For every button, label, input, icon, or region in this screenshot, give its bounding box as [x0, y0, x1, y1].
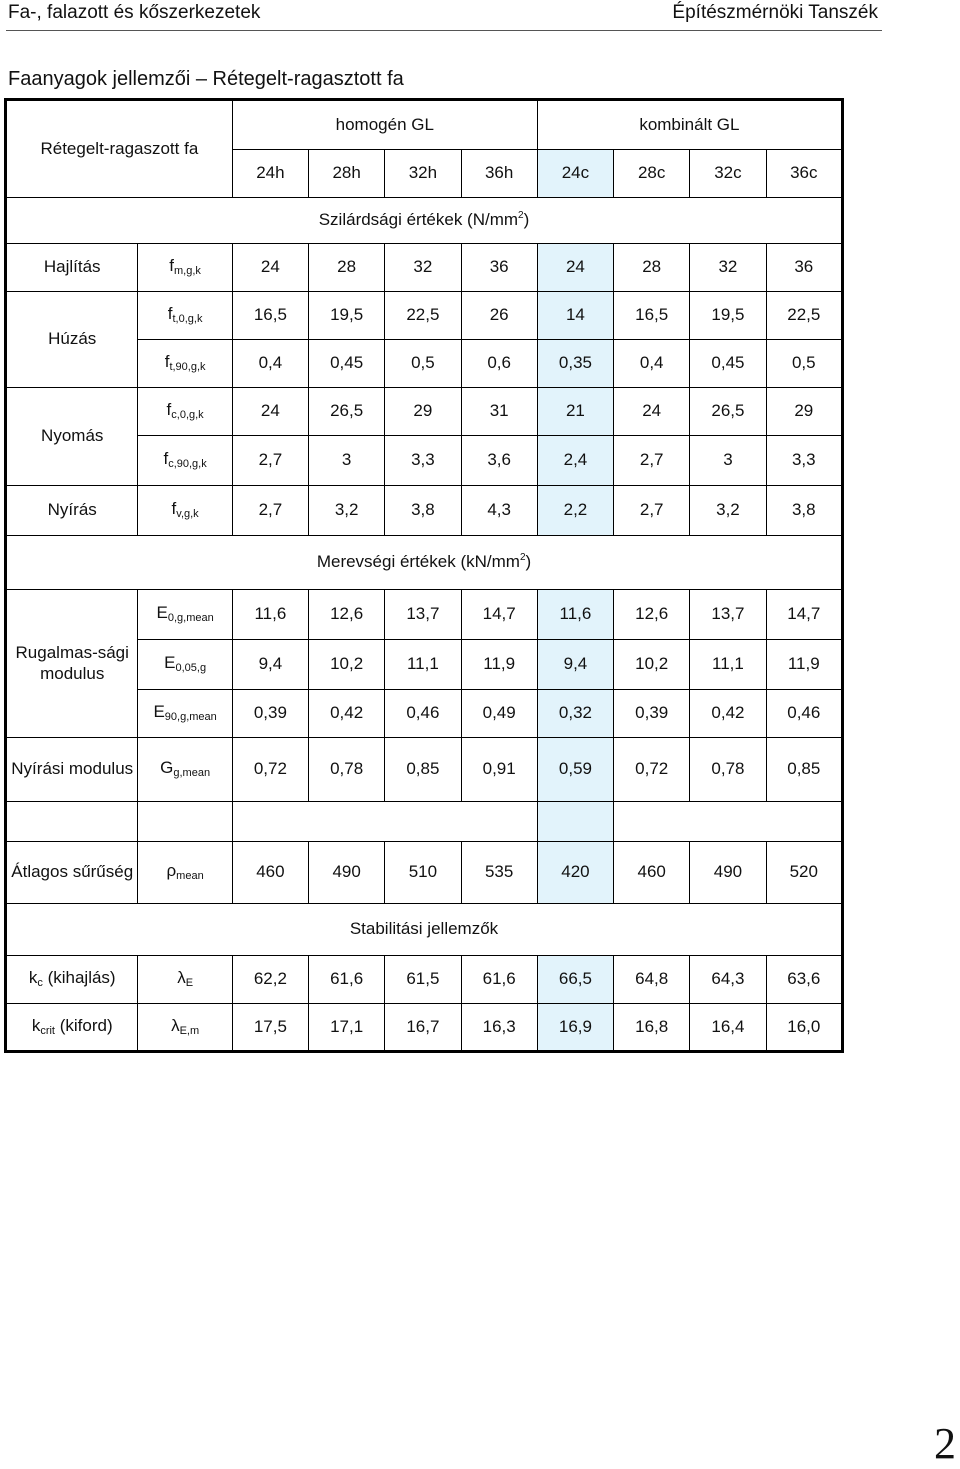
section-strength-heading: Szilárdsági értékek $(N/mm^2)$ — [6, 198, 843, 244]
value-cell: 4,3 — [461, 486, 537, 536]
value-cell: 36 — [461, 244, 537, 292]
value-cell: 12,6 — [614, 590, 690, 640]
value-cell: 3,8 — [385, 486, 461, 536]
row-label-nyomas: Nyomás — [6, 388, 138, 486]
value-cell: 9,4 — [537, 640, 613, 690]
value-cell: 2,7 — [614, 486, 690, 536]
value-cell: 2,2 — [537, 486, 613, 536]
value-cell: 0,91 — [461, 738, 537, 802]
section-stability-heading: Stabilitási jellemzők — [6, 904, 843, 956]
row-label-hajlitas: Hajlítás — [6, 244, 138, 292]
value-cell: 63,6 — [766, 956, 842, 1004]
value-cell: 13,7 — [690, 590, 766, 640]
value-cell: 32 — [690, 244, 766, 292]
class-header: 32c — [690, 150, 766, 198]
value-cell: 0,6 — [461, 340, 537, 388]
value-cell: 29 — [766, 388, 842, 436]
value-cell: 3 — [690, 436, 766, 486]
value-cell: 24 — [614, 388, 690, 436]
property-symbol: $f_{c,0,g,k}$ — [138, 388, 232, 436]
value-cell: 0,42 — [309, 690, 385, 738]
class-header: 36c — [766, 150, 842, 198]
value-cell: 26 — [461, 292, 537, 340]
value-cell: 520 — [766, 842, 842, 904]
value-cell: 3,6 — [461, 436, 537, 486]
value-cell: 0,72 — [232, 738, 308, 802]
value-cell: 26,5 — [690, 388, 766, 436]
row-label-huzas: Húzás — [6, 292, 138, 388]
value-cell: 21 — [537, 388, 613, 436]
property-symbol: $f_{t,90,g,k}$ — [138, 340, 232, 388]
value-cell: 535 — [461, 842, 537, 904]
properties-table — [4, 98, 844, 1053]
value-cell: 3,3 — [766, 436, 842, 486]
value-cell: 0,78 — [690, 738, 766, 802]
table-corner-label: Rétegelt-ragaszott fa — [6, 100, 233, 198]
value-cell: 0,49 — [461, 690, 537, 738]
value-cell: 16,9 — [537, 1004, 613, 1052]
class-header: 32h — [385, 150, 461, 198]
table-row — [6, 244, 843, 292]
class-header: 28h — [309, 150, 385, 198]
value-cell: 0,39 — [614, 690, 690, 738]
value-cell: 16,3 — [461, 1004, 537, 1052]
value-cell: 16,4 — [690, 1004, 766, 1052]
property-symbol: $E_{0,05,g}$ — [138, 640, 232, 690]
value-cell: 2,7 — [232, 436, 308, 486]
property-symbol: $f_{v,g,k}$ — [138, 486, 232, 536]
value-cell: 16,0 — [766, 1004, 842, 1052]
value-cell: 0,59 — [537, 738, 613, 802]
table-row — [6, 486, 843, 536]
value-cell: 62,2 — [232, 956, 308, 1004]
property-symbol: $\lambda_{E,m}$ — [138, 1004, 232, 1052]
value-cell: 36 — [766, 244, 842, 292]
value-cell: 19,5 — [309, 292, 385, 340]
table-row — [6, 1004, 843, 1052]
value-cell: 510 — [385, 842, 461, 904]
header-course-title: Fa-, falazott és kőszerkezetek — [8, 2, 261, 23]
page-number: 2 — [934, 1419, 956, 1468]
value-cell: 0,78 — [309, 738, 385, 802]
value-cell: 13,7 — [385, 590, 461, 640]
property-symbol: $f_{c,90,g,k}$ — [138, 436, 232, 486]
table-row — [6, 292, 843, 340]
value-cell: 0,46 — [766, 690, 842, 738]
group-header-homogen: homogén GL — [232, 100, 537, 150]
value-cell: 24 — [232, 244, 308, 292]
table-row — [6, 956, 843, 1004]
class-header: 24h — [232, 150, 308, 198]
value-cell: 66,5 — [537, 956, 613, 1004]
value-cell: 0,72 — [614, 738, 690, 802]
value-cell: 16,5 — [614, 292, 690, 340]
page-title: Faanyagok jellemzői – Rétegelt-ragasztott fa — [8, 68, 404, 90]
value-cell: 3 — [309, 436, 385, 486]
value-cell: 3,2 — [309, 486, 385, 536]
value-cell: 11,9 — [766, 640, 842, 690]
class-header: 24c — [537, 150, 613, 198]
value-cell: 0,39 — [232, 690, 308, 738]
value-cell: 16,8 — [614, 1004, 690, 1052]
value-cell: 11,6 — [232, 590, 308, 640]
property-symbol: $f_{t,0,g,k}$ — [138, 292, 232, 340]
value-cell: 11,9 — [461, 640, 537, 690]
value-cell: 9,4 — [232, 640, 308, 690]
value-cell: 0,85 — [766, 738, 842, 802]
row-label-nyiras: Nyírás — [6, 486, 138, 536]
value-cell: 14 — [537, 292, 613, 340]
table-row — [6, 738, 843, 802]
value-cell: 17,1 — [309, 1004, 385, 1052]
table-row — [6, 842, 843, 904]
property-symbol: $f_{m,g,k}$ — [138, 244, 232, 292]
property-symbol: $G_{g,mean}$ — [138, 738, 232, 802]
value-cell: 11,1 — [690, 640, 766, 690]
value-cell: 11,1 — [385, 640, 461, 690]
value-cell: 22,5 — [385, 292, 461, 340]
row-label-kc: $k_c$ (kihajlás) — [6, 956, 138, 1004]
row-label-rugalmassagi-modulus: Rugalmas-sági modulus — [6, 590, 138, 738]
value-cell: 12,6 — [309, 590, 385, 640]
value-cell: 64,8 — [614, 956, 690, 1004]
value-cell: 0,85 — [385, 738, 461, 802]
value-cell: 0,4 — [232, 340, 308, 388]
value-cell: 32 — [385, 244, 461, 292]
value-cell: 16,7 — [385, 1004, 461, 1052]
value-cell: 0,32 — [537, 690, 613, 738]
value-cell: 0,45 — [690, 340, 766, 388]
property-symbol: $\lambda_E$ — [138, 956, 232, 1004]
value-cell: 0,46 — [385, 690, 461, 738]
value-cell: 16,5 — [232, 292, 308, 340]
spacer-row — [6, 802, 843, 842]
row-label-kcrit: $k_{crit}$ (kiford) — [6, 1004, 138, 1052]
value-cell: 10,2 — [614, 640, 690, 690]
header-department: Építészmérnöki Tanszék — [672, 2, 878, 23]
class-header: 28c — [614, 150, 690, 198]
property-symbol: $E_{0,g,mean}$ — [138, 590, 232, 640]
value-cell: 2,7 — [614, 436, 690, 486]
value-cell: 0,5 — [766, 340, 842, 388]
value-cell: 460 — [232, 842, 308, 904]
value-cell: 0,4 — [614, 340, 690, 388]
class-header: 36h — [461, 150, 537, 198]
value-cell: 29 — [385, 388, 461, 436]
section-stiffness-heading: Merevségi értékek $(kN/mm^2)$ — [6, 536, 843, 590]
value-cell: 0,5 — [385, 340, 461, 388]
value-cell: 420 — [537, 842, 613, 904]
value-cell: 61,5 — [385, 956, 461, 1004]
value-cell: 490 — [690, 842, 766, 904]
value-cell: 64,3 — [690, 956, 766, 1004]
value-cell: 3,2 — [690, 486, 766, 536]
value-cell: 24 — [537, 244, 613, 292]
value-cell: 0,45 — [309, 340, 385, 388]
row-label-nyirasi-modulus: Nyírási modulus — [6, 738, 138, 802]
value-cell: 490 — [309, 842, 385, 904]
value-cell: 19,5 — [690, 292, 766, 340]
header-divider — [6, 30, 882, 31]
value-cell: 3,8 — [766, 486, 842, 536]
value-cell: 17,5 — [232, 1004, 308, 1052]
row-label-atlagos-suruseg: Átlagos sűrűség — [6, 842, 138, 904]
value-cell: 10,2 — [309, 640, 385, 690]
group-header-kombinalt: kombinált GL — [537, 100, 842, 150]
value-cell: 2,4 — [537, 436, 613, 486]
property-symbol: $E_{90,g,mean}$ — [138, 690, 232, 738]
value-cell: 22,5 — [766, 292, 842, 340]
value-cell: 28 — [309, 244, 385, 292]
value-cell: 31 — [461, 388, 537, 436]
value-cell: 14,7 — [766, 590, 842, 640]
value-cell: 14,7 — [461, 590, 537, 640]
value-cell: 24 — [232, 388, 308, 436]
value-cell: 3,3 — [385, 436, 461, 486]
property-symbol: $\rho_{mean}$ — [138, 842, 232, 904]
value-cell: 28 — [614, 244, 690, 292]
value-cell: 460 — [614, 842, 690, 904]
value-cell: 0,35 — [537, 340, 613, 388]
value-cell: 2,7 — [232, 486, 308, 536]
table-row — [6, 388, 843, 436]
table-row — [6, 590, 843, 640]
value-cell: 0,42 — [690, 690, 766, 738]
value-cell: 26,5 — [309, 388, 385, 436]
value-cell: 11,6 — [537, 590, 613, 640]
value-cell: 61,6 — [461, 956, 537, 1004]
value-cell: 61,6 — [309, 956, 385, 1004]
